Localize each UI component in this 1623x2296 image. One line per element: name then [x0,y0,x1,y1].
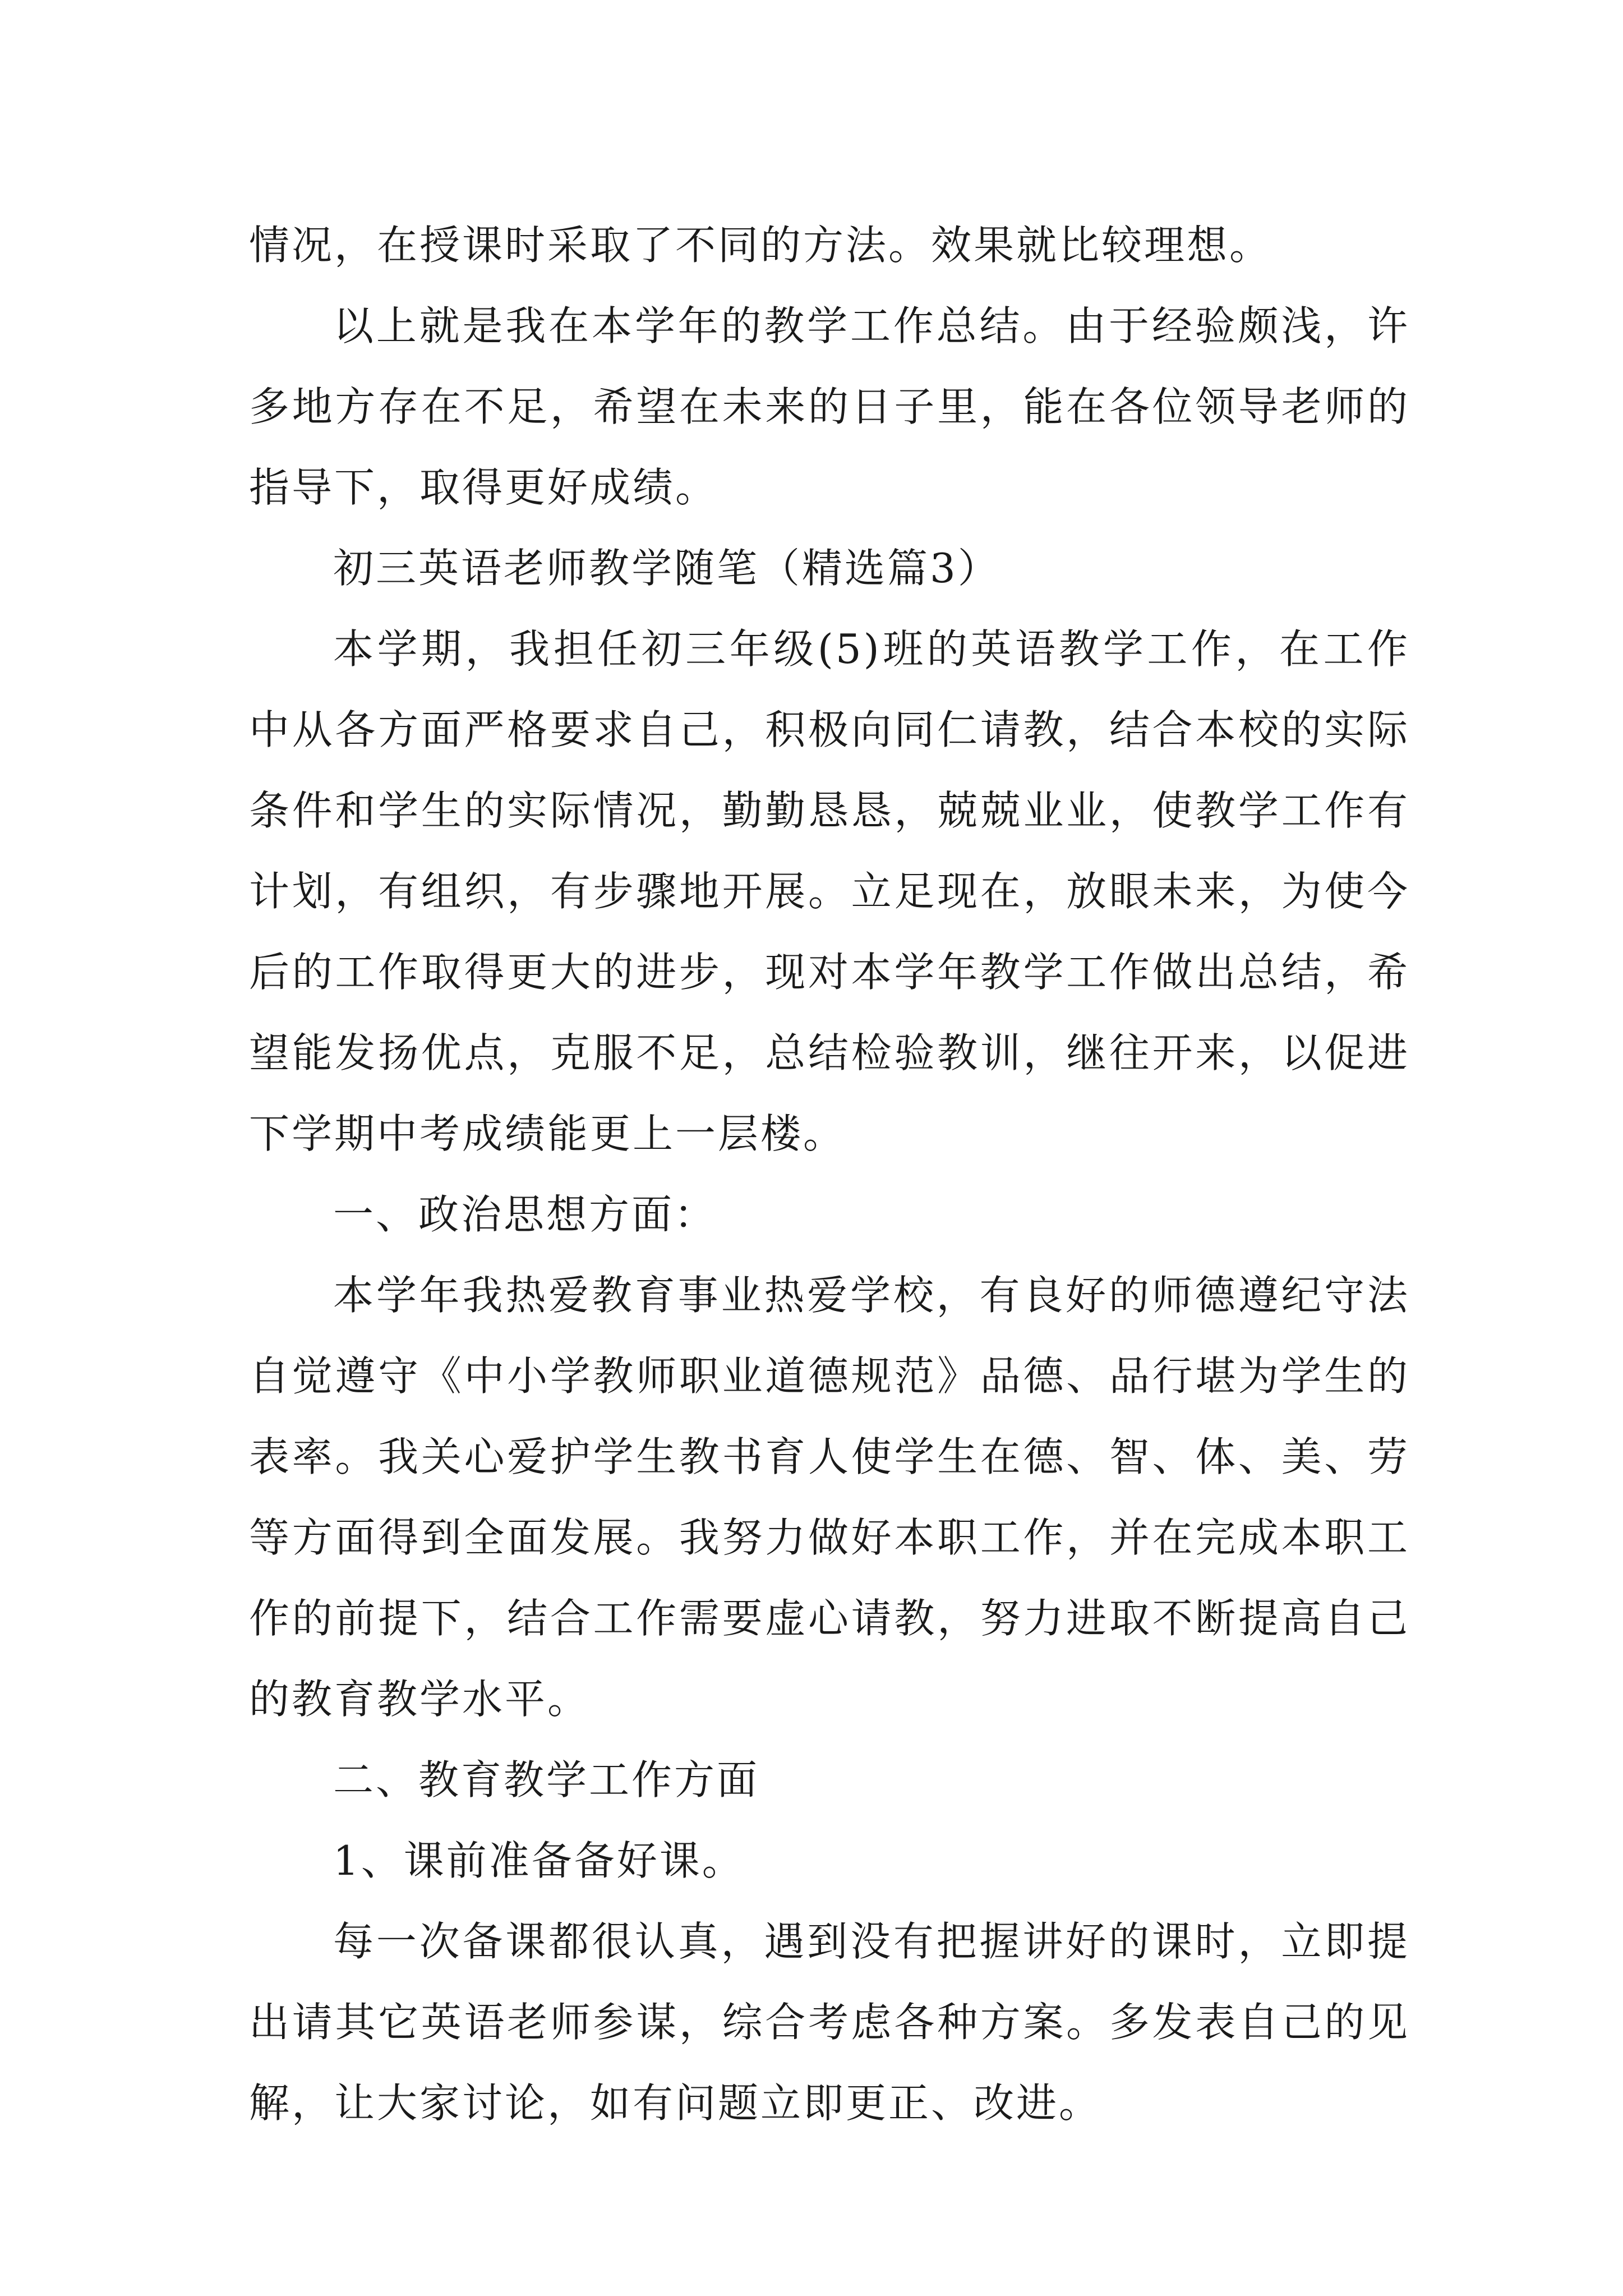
subheading-lesson-prep: 1、课前准备备好课。 [333,1837,745,1884]
heading-teaching-work: 二、教育教学工作方面 [333,1756,760,1803]
paragraph-lesson-prep: 每一次备课都很认真，遇到没有把握讲好的课时，立即提出请其它英语老师参谋，综合考虑各种方案。多发表自己的见解，让大家讨论，如有问题立即更正、改进。 [249,1918,1410,2127]
paragraph-intro: 本学期，我担任初三年级(5)班的英语教学工作，在工作中从各方面严格要求自己，积极向同仁请教，结合本校的实际条件和学生的实际情况，勤勤恳恳，兢兢业业，使教学工作有计划，有组织，有步骤地开展。立足现在，放眼未来，为使今后的工作取得更大的进步，现对本学年教学工作做出总结，希望能发扬优点，克服不足，总结检验教训，继往开来，以促进下学期中考成绩能更上一层楼。 [249,625,1410,1157]
section-title: 初三英语老师教学随笔（精选篇3） [333,545,1000,592]
document-body [249,205,1410,2143]
paragraph-political-thought: 本学年我热爱教育事业热爱学校，有良好的师德遵纪守法自觉遵守《中小学教师职业道德规范》品德、品行堪为学生的表率。我关心爱护学生教书育人使学生在德、智、体、美、劳等方面得到全面发展。我努力做好本职工作，并在完成本职工作的前提下，结合工作需要虚心请教，努力进取不断提高自己的教育教学水平。 [249,1272,1410,1723]
paragraph-summary-closing: 以上就是我在本学年的教学工作总结。由于经验颇浅，许多地方存在不足，希望在未来的日子里，能在各位领导老师的指导下，取得更好成绩。 [249,302,1410,511]
heading-political-thought: 一、政治思想方面： [333,1191,717,1238]
paragraph-continuation: 情况，在授课时采取了不同的方法。效果就比较理想。 [249,222,1272,269]
